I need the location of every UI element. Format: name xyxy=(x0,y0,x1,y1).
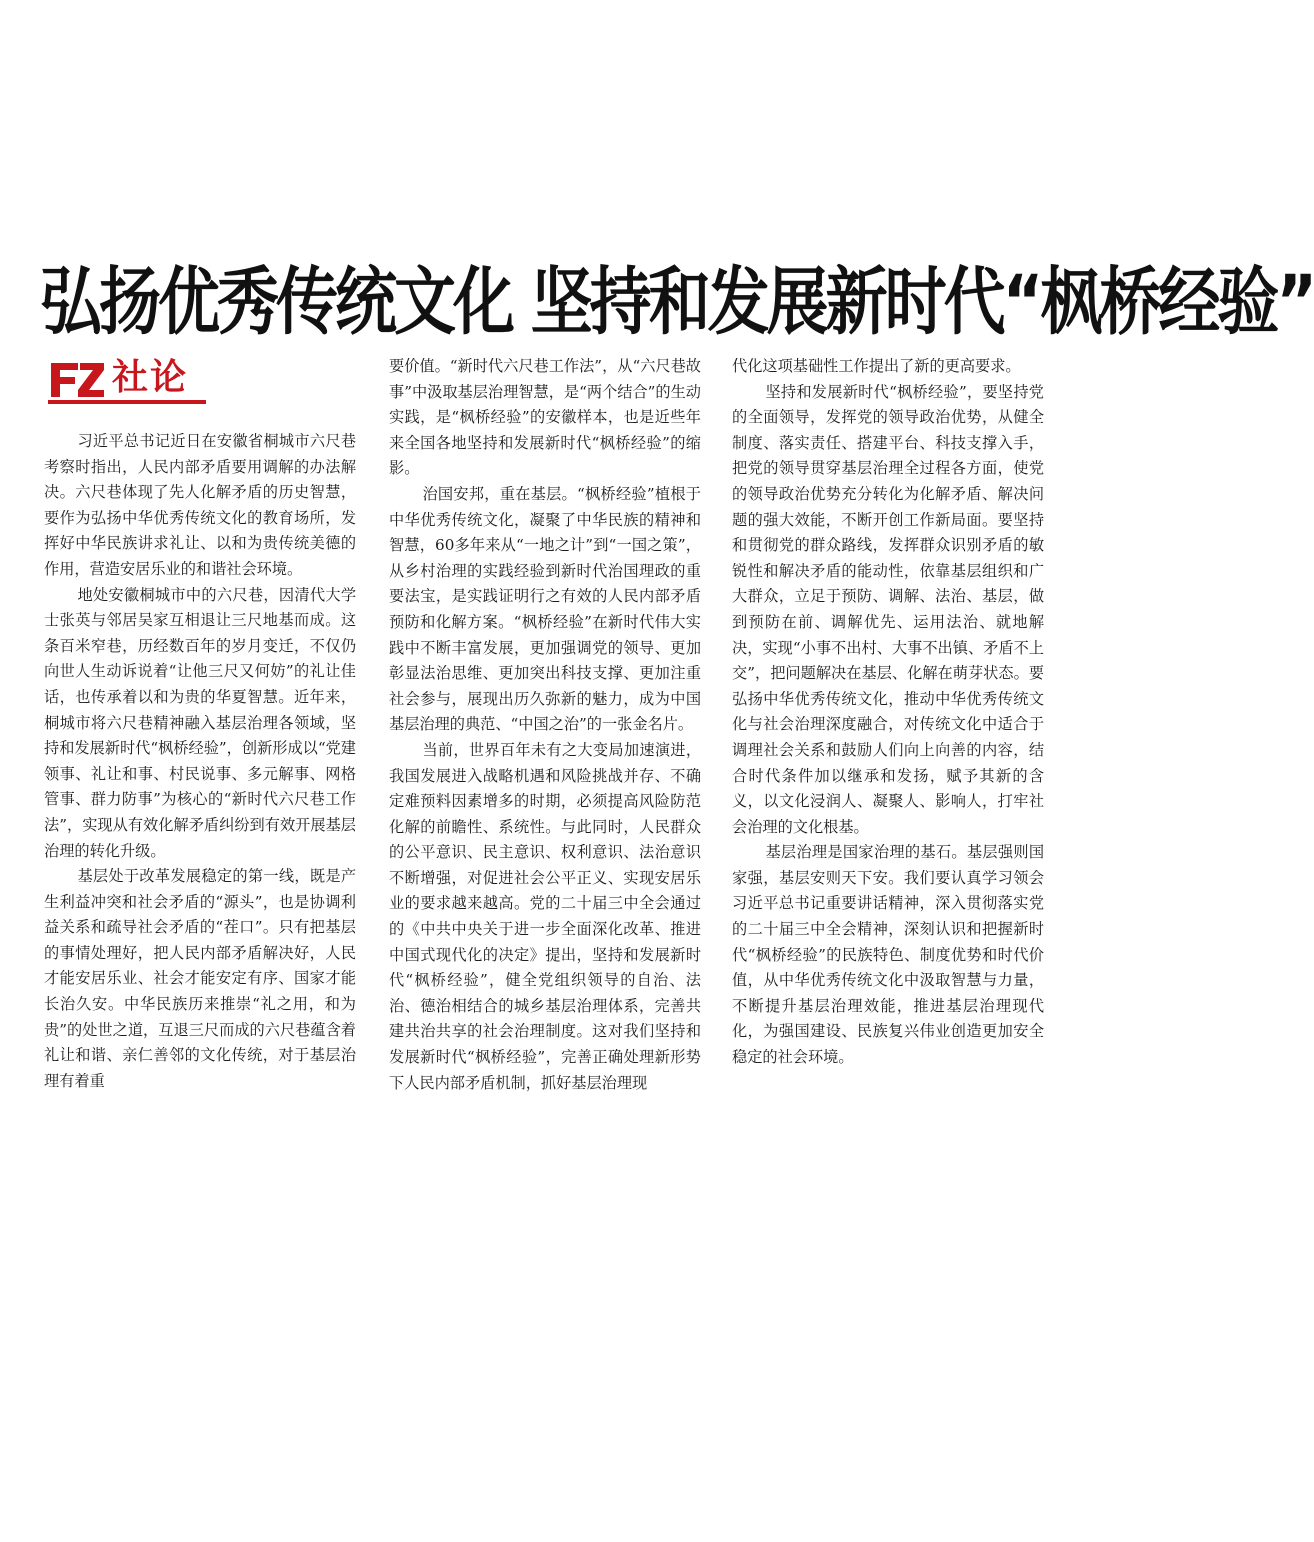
paragraph: 坚持和发展新时代“枫桥经验”，要坚持党的全面领导，发挥党的领导政治优势，从健全制度、落实责任、搭建平台、科技支撑入手，把党的领导贯穿基层治理全过程各方面，使党的领导政治优势充分转化为化解矛盾、解决问题的强大效能，不断开创工作新局面。要坚持和贯彻党的群众路线，发挥群众识别矛盾的敏锐性和解决矛盾的能动性，依靠基层组织和广大群众，立足于预防、调解、法治、基层，做到预防在前、调解优先、运用法治、就地解决，实现“小事不出村、大事不出镇、矛盾不上交”，把问题解决在基层、化解在萌芽状态。要弘扬中华优秀传统文化，推动中华优秀传统文化与社会治理深度融合，对传统文化中适合于调理社会关系和鼓励人们向上向善的内容，结合时代条件加以继承和发扬，赋予其新的含义，以文化浸润人、凝聚人、影响人，打牢社会治理的文化根基。 xyxy=(732,382,1044,836)
paragraph: 地处安徽桐城市中的六尺巷，因清代大学士张英与邻居吴家互相退让三尺地基而成。这条百米窄巷，历经数百年的岁月变迁，不仅仍向世人生动诉说着“让他三尺又何妨”的礼让佳话，也传承着以和为贵的华夏智慧。近年来，桐城市将六尺巷精神融入基层治理各领域，坚持和发展新时代“枫桥经验”，创新形成以“党建领事、礼让和事、村民说事、多元解事、网格管事、群力防事”为核心的“新时代六尺巷工作法”，实现从有效化解矛盾纠纷到有效开展基层治理的转化升级。 xyxy=(44,585,356,860)
paragraph-continued: 代化这项基础性工作提出了新的更高要求。 xyxy=(732,357,1021,375)
badge-underline xyxy=(48,400,206,404)
paragraph-continued: 要价值。“新时代六尺巷工作法”，从“六尺巷故事”中汲取基层治理智慧，是“两个结合”的生动实践，是“枫桥经验”的安徽样本，也是近些年来全国各地坚持和发展新时代“枫桥经验”的缩影。 xyxy=(389,357,701,478)
article-column-2 xyxy=(389,354,701,1096)
column-badge-label: 社论 xyxy=(112,357,189,398)
column-badge xyxy=(48,357,208,406)
article-column-3 xyxy=(732,354,1044,1071)
fz-logo-icon xyxy=(48,360,106,400)
paragraph: 治国安邦，重在基层。“枫桥经验”植根于中华优秀传统文化，凝聚了中华民族的精神和智慧，60多年来从“一地之计”到“一国之策”，从乡村治理的实践经验到新时代治国理政的重要法宝，是实践证明行之有效的人民内部矛盾预防和化解方案。“枫桥经验”在新时代伟大实践中不断丰富发展，更加强调党的领导、更加彰显法治思维、更加突出科技支撑、更加注重社会参与，展现出历久弥新的魅力，成为中国基层治理的典范、“中国之治”的一张金名片。 xyxy=(389,484,701,734)
paragraph: 习近平总书记近日在安徽省桐城市六尺巷考察时指出，人民内部矛盾要用调解的办法解决。六尺巷体现了先人化解矛盾的历史智慧，要作为弘扬中华优秀传统文化的教育场所，发挥好中华民族讲求礼让、以和为贵传统美德的作用，营造安居乐业的和谐社会环境。 xyxy=(44,432,356,578)
paragraph: 基层处于改革发展稳定的第一线，既是产生利益冲突和社会矛盾的“源头”，也是协调利益关系和疏导社会矛盾的“茬口”。只有把基层的事情处理好，把人民内部矛盾解决好，人民才能安居乐业、社会才能安定有序、国家才能长治久安。中华民族历来推崇“礼之用，和为贵”的处世之道，互退三尺而成的六尺巷蕴含着礼让和谐、亲仁善邻的文化传统，对于基层治理有着重 xyxy=(44,867,356,1090)
paragraph: 基层治理是国家治理的基石。基层强则国家强，基层安则天下安。我们要认真学习领会习近平总书记重要讲话精神，深入贯彻落实党的二十届三中全会精神，深刻认识和把握新时代“枫桥经验”的民族特色、制度优势和时代价值，从中华优秀传统文化中汲取智慧与力量，不断提升基层治理效能，推进基层治理现代化，为强国建设、民族复兴伟业创造更加安全稳定的社会环境。 xyxy=(732,843,1044,1067)
article-headline: 弘扬优秀传统文化 坚持和发展新时代“枫桥经验” xyxy=(40,258,1314,345)
article-column-1 xyxy=(44,429,356,1094)
paragraph: 当前，世界百年未有之大变局加速演进，我国发展进入战略机遇和风险挑战并存、不确定难预料因素增多的时期，必须提高风险防范化解的前瞻性、系统性。与此同时，人民群众的公平意识、民主意识、权利意识、法治意识不断增强，对促进社会公平正义、实现安居乐业的要求越来越高。党的二十届三中全会通过的《中共中央关于进一步全面深化改革、推进中国式现代化的决定》提出，坚持和发展新时代“枫桥经验”，健全党组织领导的自治、法治、德治相结合的城乡基层治理体系，完善共建共治共享的社会治理制度。这对我们坚持和发展新时代“枫桥经验”，完善正确处理新形势下人民内部矛盾机制，抓好基层治理现 xyxy=(389,740,701,1092)
